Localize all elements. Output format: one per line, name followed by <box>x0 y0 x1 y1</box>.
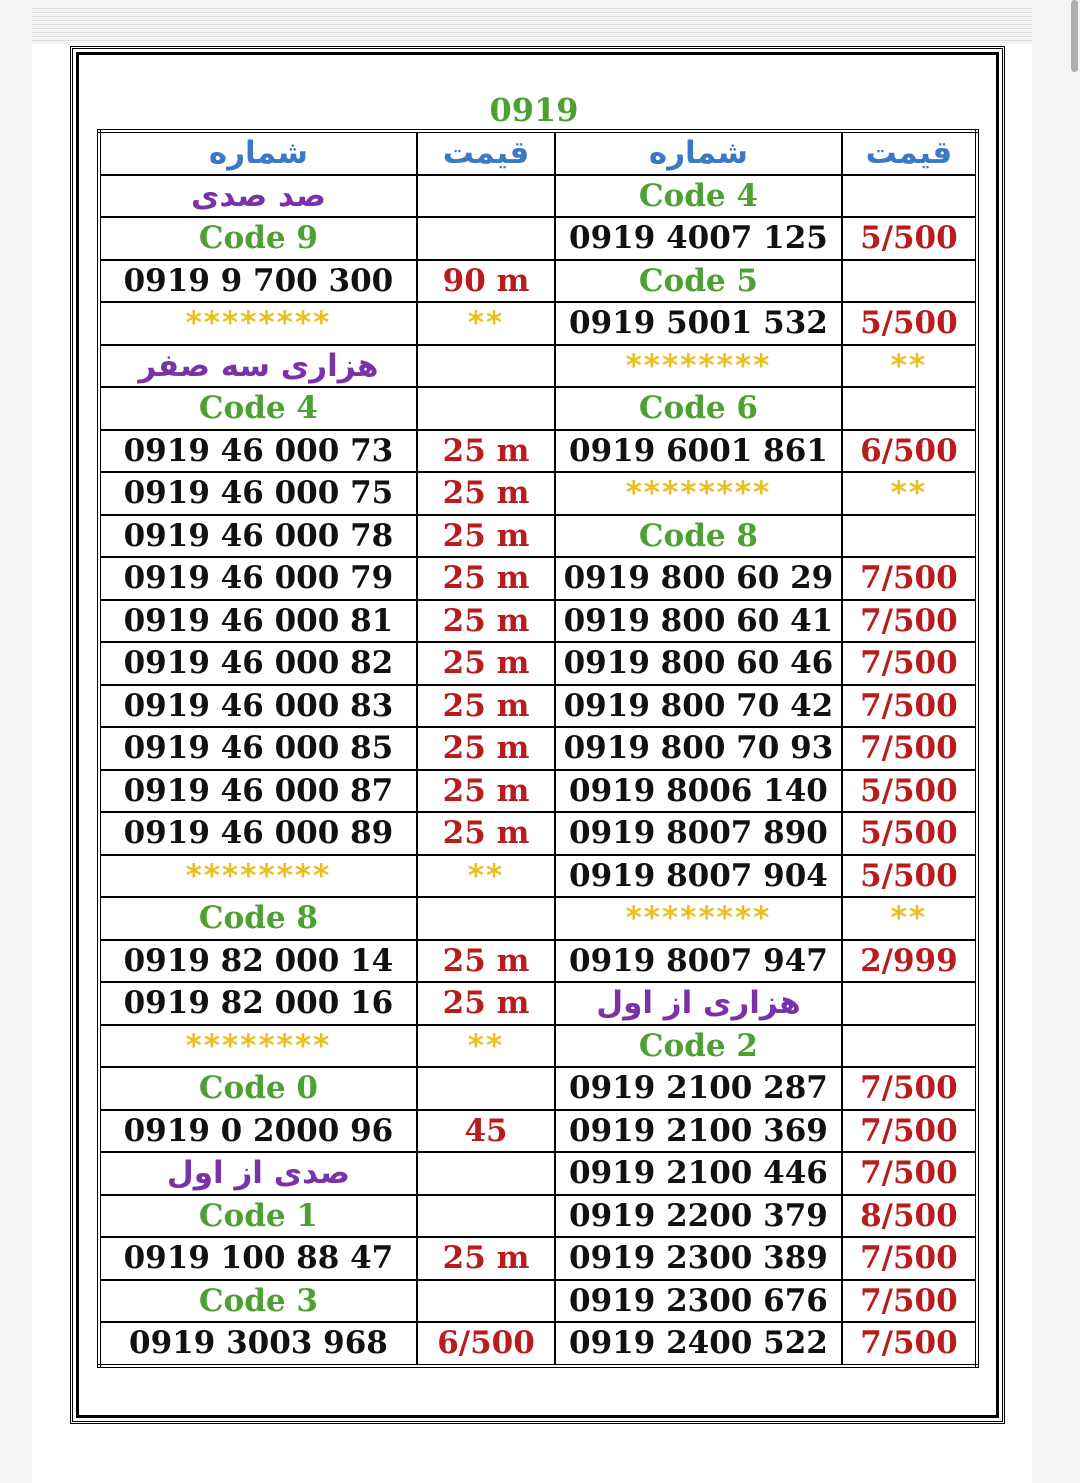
right-price-cell: ** <box>842 897 977 940</box>
scrollbar-thumb[interactable] <box>1071 0 1078 72</box>
left-price-cell: 6/500 <box>417 1322 555 1366</box>
table-row <box>99 430 977 473</box>
table-row <box>99 812 977 855</box>
right-number-cell: 0919 2200 379 <box>555 1195 842 1238</box>
table-row <box>99 1195 977 1238</box>
table-row <box>99 1110 977 1153</box>
left-price-cell <box>417 1195 555 1238</box>
left-price-cell <box>417 1280 555 1323</box>
left-number-cell: ******** <box>99 1025 417 1068</box>
table-row <box>99 982 977 1025</box>
right-price-cell <box>842 515 977 558</box>
left-number-cell: 0919 46 000 82 <box>99 642 417 685</box>
left-price-cell: ** <box>417 855 555 898</box>
left-price-cell: 25 m <box>417 472 555 515</box>
right-number-cell: 0919 800 70 93 <box>555 727 842 770</box>
header-left-number: شماره <box>99 131 417 175</box>
table-row <box>99 770 977 813</box>
right-number-cell: 0919 800 60 29 <box>555 557 842 600</box>
right-price-cell <box>842 175 977 218</box>
left-number-cell: 0919 46 000 83 <box>99 685 417 728</box>
left-price-cell: ** <box>417 302 555 345</box>
left-price-cell: 25 m <box>417 770 555 813</box>
left-number-cell: 0919 9 700 300 <box>99 260 417 303</box>
table-row <box>99 897 977 940</box>
left-price-cell: 45 <box>417 1110 555 1153</box>
left-number-cell: صدی از اول <box>99 1152 417 1195</box>
right-number-cell: Code 6 <box>555 387 842 430</box>
right-number-cell: Code 5 <box>555 260 842 303</box>
left-price-cell: 25 m <box>417 812 555 855</box>
right-price-cell: 7/500 <box>842 1152 977 1195</box>
page-title: 0919 <box>489 91 579 129</box>
right-price-cell: 5/500 <box>842 217 977 260</box>
left-price-cell <box>417 217 555 260</box>
left-number-cell: Code 0 <box>99 1067 417 1110</box>
left-number-cell: Code 8 <box>99 897 417 940</box>
right-price-cell: 2/999 <box>842 940 977 983</box>
right-number-cell: Code 2 <box>555 1025 842 1068</box>
table-row <box>99 1280 977 1323</box>
left-number-cell: هزاری سه صفر <box>99 345 417 388</box>
table-row <box>99 217 977 260</box>
right-number-cell: 0919 800 60 46 <box>555 642 842 685</box>
left-number-cell: 0919 3003 968 <box>99 1322 417 1366</box>
right-price-cell: ** <box>842 472 977 515</box>
right-number-cell: ******** <box>555 472 842 515</box>
left-number-cell: 0919 46 000 78 <box>99 515 417 558</box>
left-price-cell: 25 m <box>417 557 555 600</box>
left-number-cell: Code 1 <box>99 1195 417 1238</box>
right-number-cell: 0919 2300 676 <box>555 1280 842 1323</box>
right-number-cell: 0919 800 70 42 <box>555 685 842 728</box>
right-price-cell: 7/500 <box>842 1110 977 1153</box>
right-price-cell: 7/500 <box>842 1237 977 1280</box>
left-price-cell: 25 m <box>417 727 555 770</box>
table-row <box>99 387 977 430</box>
right-price-cell: 6/500 <box>842 430 977 473</box>
right-price-cell: 7/500 <box>842 557 977 600</box>
right-price-cell: 7/500 <box>842 727 977 770</box>
right-number-cell: 0919 8007 890 <box>555 812 842 855</box>
table-row <box>99 1025 977 1068</box>
table-row <box>99 260 977 303</box>
left-price-cell: 25 m <box>417 600 555 643</box>
right-number-cell: ******** <box>555 345 842 388</box>
right-number-cell: 0919 5001 532 <box>555 302 842 345</box>
right-price-cell: 7/500 <box>842 1322 977 1366</box>
right-number-cell: 0919 8006 140 <box>555 770 842 813</box>
left-number-cell: صد صدی <box>99 175 417 218</box>
left-price-cell: 25 m <box>417 685 555 728</box>
left-number-cell: Code 3 <box>99 1280 417 1323</box>
left-number-cell: 0919 82 000 14 <box>99 940 417 983</box>
table-row <box>99 345 977 388</box>
right-number-cell: 0919 2100 446 <box>555 1152 842 1195</box>
right-price-cell: 7/500 <box>842 1280 977 1323</box>
table-row <box>99 855 977 898</box>
left-price-cell: ** <box>417 1025 555 1068</box>
right-price-cell <box>842 260 977 303</box>
left-number-cell: Code 4 <box>99 387 417 430</box>
right-number-cell: 0919 2300 389 <box>555 1237 842 1280</box>
left-price-cell: 25 m <box>417 430 555 473</box>
table-row <box>99 557 977 600</box>
table-row <box>99 1322 977 1366</box>
left-number-cell: 0919 46 000 85 <box>99 727 417 770</box>
right-price-cell <box>842 982 977 1025</box>
table-row <box>99 642 977 685</box>
left-price-cell: 25 m <box>417 982 555 1025</box>
right-price-cell: 7/500 <box>842 1067 977 1110</box>
right-number-cell: ******** <box>555 897 842 940</box>
table-row <box>99 940 977 983</box>
left-number-cell: Code 9 <box>99 217 417 260</box>
table-row <box>99 302 977 345</box>
right-number-cell: 0919 2100 287 <box>555 1067 842 1110</box>
table-row <box>99 1152 977 1195</box>
number-price-table <box>97 129 979 1368</box>
right-price-cell: 5/500 <box>842 302 977 345</box>
right-number-cell: 0919 6001 861 <box>555 430 842 473</box>
right-price-cell <box>842 1025 977 1068</box>
right-price-cell: 5/500 <box>842 812 977 855</box>
table-row <box>99 685 977 728</box>
right-price-cell: 5/500 <box>842 855 977 898</box>
left-price-cell <box>417 1067 555 1110</box>
left-number-cell: 0919 46 000 73 <box>99 430 417 473</box>
right-number-cell: هزاری از اول <box>555 982 842 1025</box>
right-price-cell: 8/500 <box>842 1195 977 1238</box>
left-price-cell <box>417 1152 555 1195</box>
left-price-cell: 25 m <box>417 515 555 558</box>
right-price-cell: 5/500 <box>842 770 977 813</box>
right-price-cell: 7/500 <box>842 685 977 728</box>
left-price-cell: 25 m <box>417 1237 555 1280</box>
left-price-cell <box>417 175 555 218</box>
right-price-cell: 7/500 <box>842 600 977 643</box>
left-price-cell <box>417 897 555 940</box>
table-header-row <box>99 131 977 175</box>
table-row <box>99 472 977 515</box>
right-price-cell <box>842 387 977 430</box>
right-price-cell: ** <box>842 345 977 388</box>
right-number-cell: Code 8 <box>555 515 842 558</box>
table-row <box>99 175 977 218</box>
table-row <box>99 1237 977 1280</box>
table-row <box>99 727 977 770</box>
left-number-cell: ******** <box>99 302 417 345</box>
header-right-price: قیمت <box>842 131 977 175</box>
header-right-number: شماره <box>555 131 842 175</box>
left-price-cell <box>417 387 555 430</box>
left-number-cell: 0919 46 000 75 <box>99 472 417 515</box>
table-row <box>99 515 977 558</box>
table-body <box>99 175 977 1366</box>
right-number-cell: 0919 8007 904 <box>555 855 842 898</box>
left-price-cell: 90 m <box>417 260 555 303</box>
left-number-cell: ******** <box>99 855 417 898</box>
left-number-cell: 0919 0 2000 96 <box>99 1110 417 1153</box>
table-row <box>99 600 977 643</box>
right-number-cell: 0919 2100 369 <box>555 1110 842 1153</box>
right-price-cell: 7/500 <box>842 642 977 685</box>
right-number-cell: 0919 2400 522 <box>555 1322 842 1366</box>
left-number-cell: 0919 82 000 16 <box>99 982 417 1025</box>
right-number-cell: Code 4 <box>555 175 842 218</box>
left-number-cell: 0919 46 000 87 <box>99 770 417 813</box>
left-number-cell: 0919 46 000 79 <box>99 557 417 600</box>
right-number-cell: 0919 8007 947 <box>555 940 842 983</box>
header-left-price: قیمت <box>417 131 555 175</box>
left-number-cell: 0919 46 000 81 <box>99 600 417 643</box>
right-number-cell: 0919 4007 125 <box>555 217 842 260</box>
right-number-cell: 0919 800 60 41 <box>555 600 842 643</box>
left-price-cell: 25 m <box>417 642 555 685</box>
left-number-cell: 0919 46 000 89 <box>99 812 417 855</box>
left-price-cell <box>417 345 555 388</box>
left-number-cell: 0919 100 88 47 <box>99 1237 417 1280</box>
table-row <box>99 1067 977 1110</box>
left-price-cell: 25 m <box>417 940 555 983</box>
